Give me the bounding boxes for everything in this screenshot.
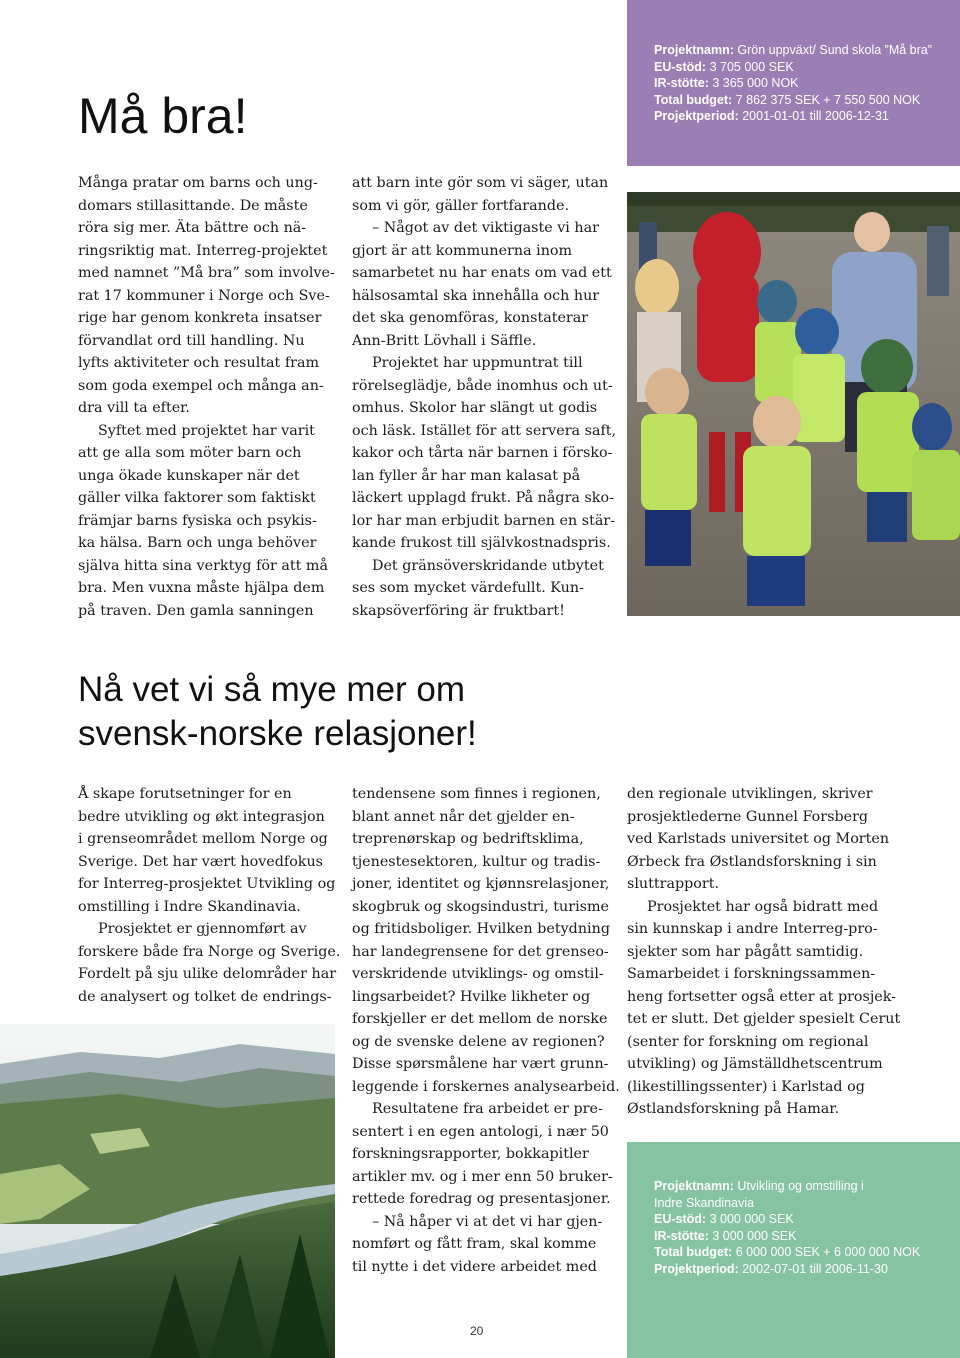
text-line: som goda exempel och många an- [78,377,324,394]
info-row: IR-stötte: 3 000 000 SEK [654,1228,797,1243]
photo-children-exercising [627,192,960,616]
section-heading-line2: svensk-norske relasjoner! [78,714,477,753]
text-line: rettede foredrag og presentasjoner. [352,1191,611,1207]
text-line: Ørbeck fra Østlandsforskning i sin [627,853,877,870]
text-line: på traven. Den gamla sanningen [78,602,314,619]
text-line: – Något av det viktigaste vi har [372,220,599,236]
article2-column3 [627,783,900,1121]
text-line: forskningsrapporter, bokkapitler [352,1146,589,1162]
text-line: treprenørskap og bedriftsklima, [352,831,584,847]
text-line: Disse spørsmålene har vært grunn- [352,1056,609,1072]
text-line: Resultatene fra arbeidet er pre- [372,1101,603,1117]
text-line: rige har genom konkreta insatser [78,310,322,326]
page-title: Må bra! [78,88,248,144]
text-line: blant annet når det gjelder en- [352,808,575,825]
text-line: ka hälsa. Barn och unga behöver [78,535,317,551]
text-line: läckert upplagd frukt. På några sko- [352,490,614,506]
text-line: nomført og fått fram, skal komme [352,1236,597,1252]
info-row: EU-stöd: 3 705 000 SEK [654,59,794,74]
text-line: tet er slutt. Det gjelder spesielt Cerut [627,1011,901,1027]
info-row: Projektperiod: 2002-07-01 till 2006-11-30 [654,1261,888,1276]
text-line: det ska genomföras, konstaterar [352,310,589,326]
text-line: rat 17 kommuner i Norge och Sve- [78,287,330,304]
text-line: skapsöverföring är fruktbart! [352,602,565,619]
photo-landscape-river-image [0,1024,335,1358]
text-line: domars stillasittande. De måste [78,197,308,214]
text-line: Sverige. Det har vært hovedfokus [78,853,324,870]
text-line: de analysert og tolket de endrings- [78,988,332,1005]
text-line: själva hitta sina verktyg för att må [78,557,329,574]
text-line: dra vill ta efter. [78,400,190,416]
text-line: och läsk. Istället för att servera saft, [352,422,617,439]
text-line: gjort är att kommunerna inom [352,242,573,259]
page-number: 20 [470,1324,484,1338]
text-line: for Interreg-prosjektet Utvikling og [78,876,336,892]
text-line: forskere både fra Norge og Sverige. [78,943,341,960]
info-row: Projektnamn: Grön uppväxt/ Sund skola ”Må bra” [654,43,932,57]
text-line: og fritidsboliger. Hvilken betydning [352,921,610,937]
project-info-box-utvikling [627,1142,960,1358]
text-line: omhus. Skolor har slängt ut godis [352,400,598,416]
text-line: ved Karlstads universitet og Morten [627,831,890,847]
info-row: EU-stöd: 3 000 000 SEK [654,1212,794,1226]
text-line: forskjeller er det mellom de norske [352,1011,608,1027]
text-line: skogbruk og skogsindustri, turisme [352,898,609,915]
text-line: bra. Men vuxna måste hjälpa dem [78,580,325,596]
article1-column1 [78,172,335,622]
text-line: sluttrapport. [627,876,720,892]
text-line: joner, identitet og kjønnsrelasjoner, [352,876,610,892]
article1-column2 [352,172,616,622]
text-line: rörelseglädje, både inomhus och ut- [352,377,613,394]
article2-column2 [352,783,620,1278]
text-line: Samarbeidet i forskningssammen- [627,966,876,982]
text-line: sjekter som har pågått samtidig. [627,943,864,960]
text-line: samarbetet nu har enats om vad ett [352,265,612,281]
text-line: röra sig mer. Äta bättre och nä- [78,220,307,236]
text-line: til nytte i det videre arbeidet med [352,1258,597,1275]
section-heading [78,668,477,756]
text-line: ringsriktig mat. Interreg-projektet [78,242,328,259]
text-line: (senter for forskning om regional [627,1033,869,1050]
text-line: Å skape forutsetninger for en [78,786,292,802]
photo-children-exercising-image [627,192,960,616]
text-line: (likestillingssenter) i Karlstad og [627,1078,865,1095]
text-line: artikler mv. og i mer enn 50 bruker- [352,1168,613,1185]
text-line: Østlandsforskning på Hamar. [627,1101,840,1117]
text-line: att barn inte gör som vi säger, utan [352,175,609,191]
text-line: i grenseområdet mellom Norge og [78,831,328,847]
text-line: sin kunnskap i andre Interreg-pro- [627,921,878,937]
text-line: Det gränsöverskridande utbytet [372,557,604,574]
text-line: sentert i en egen antologi, i nær 50 [352,1123,609,1140]
text-line: att ge alla som möter barn och [78,445,302,461]
text-line: prosjektlederne Gunnel Forsberg [627,808,869,825]
text-line: gäller vilka faktorer som faktiskt [78,490,316,506]
info-row: Total budget: 6 000 000 SEK + 6 000 000 NOK [654,1245,921,1259]
info-row: IR-stötte: 3 365 000 NOK [654,76,799,90]
section-heading-line1: Nå vet vi så mye mer om [78,670,466,709]
project-info-box-ma-bra [627,0,960,166]
info-row: Total budget: 7 862 375 SEK + 7 550 500 NOK [654,92,921,107]
text-line: Projektet har uppmuntrat till [372,355,583,371]
text-line: har landegrensene for det grenseo- [352,943,609,960]
text-line: Prosjektet er gjennomført av [98,921,307,937]
text-line: tendensene som finnes i regionen, [352,786,601,802]
text-line: lyfts aktiviteter och resultat fram [78,355,320,371]
text-line: den regionale utviklingen, skriver [627,786,873,802]
article2-column1 [78,783,340,1008]
text-line: Många pratar om barns och ung- [78,175,318,191]
text-line: förvandlat ord till handling. Nu [78,332,305,349]
text-line: heng fortsetter også etter at prosjek- [627,988,897,1005]
text-line: Fordelt på sju ulike delområder har [78,966,337,982]
photo-landscape-river [0,1024,335,1358]
text-line: kakor och tårta när barnen i försko- [352,445,613,461]
text-line: kande frukost till självkostnadspris. [352,535,611,551]
text-line: med namnet ”Må bra” som involve- [78,265,335,281]
text-line: leggende i forskernes analysearbeid. [352,1078,620,1095]
text-line: främjar barns fysiska och psykis- [78,512,317,529]
info-row: Projektperiod: 2001-01-01 till 2006-12-31 [654,109,889,123]
text-line: bedre utvikling og økt integrasjon [78,808,325,825]
text-line: lingsarbeidet? Hvilke likheter og [352,988,591,1005]
text-line: verskridende utviklings- og omstil- [352,966,604,982]
text-line: Prosjektet har også bidratt med [647,898,879,915]
text-line: tjenestesektoren, kultur og tradis- [352,853,601,870]
text-line: hälsosamtal ska innehålla och hur [352,287,600,304]
info-row: Indre Skandinavia [654,1195,755,1210]
text-line: lor har man erbjudit barnen en stär- [352,512,616,529]
text-line: Syftet med projektet har varit [98,422,315,439]
text-line: omstilling i Indre Skandinavia. [78,898,301,915]
text-line: – Nå håper vi at det vi har gjen- [372,1213,603,1230]
text-line: som vi gör, gäller fortfarande. [352,197,570,214]
text-line: ses som mycket värdefullt. Kun- [352,580,584,596]
text-line: lan fyller år har man kalasat på [352,467,581,484]
text-line: Ann-Britt Lövhall i Säffle. [352,332,537,349]
info-row: Projektnamn: Utvikling og omstilling i [654,1179,864,1193]
text-line: unga ökade kunskaper när det [78,467,300,484]
text-line: og de svenske delene av regionen? [352,1033,605,1050]
text-line: utvikling) og Jämställdhetscentrum [627,1056,883,1072]
